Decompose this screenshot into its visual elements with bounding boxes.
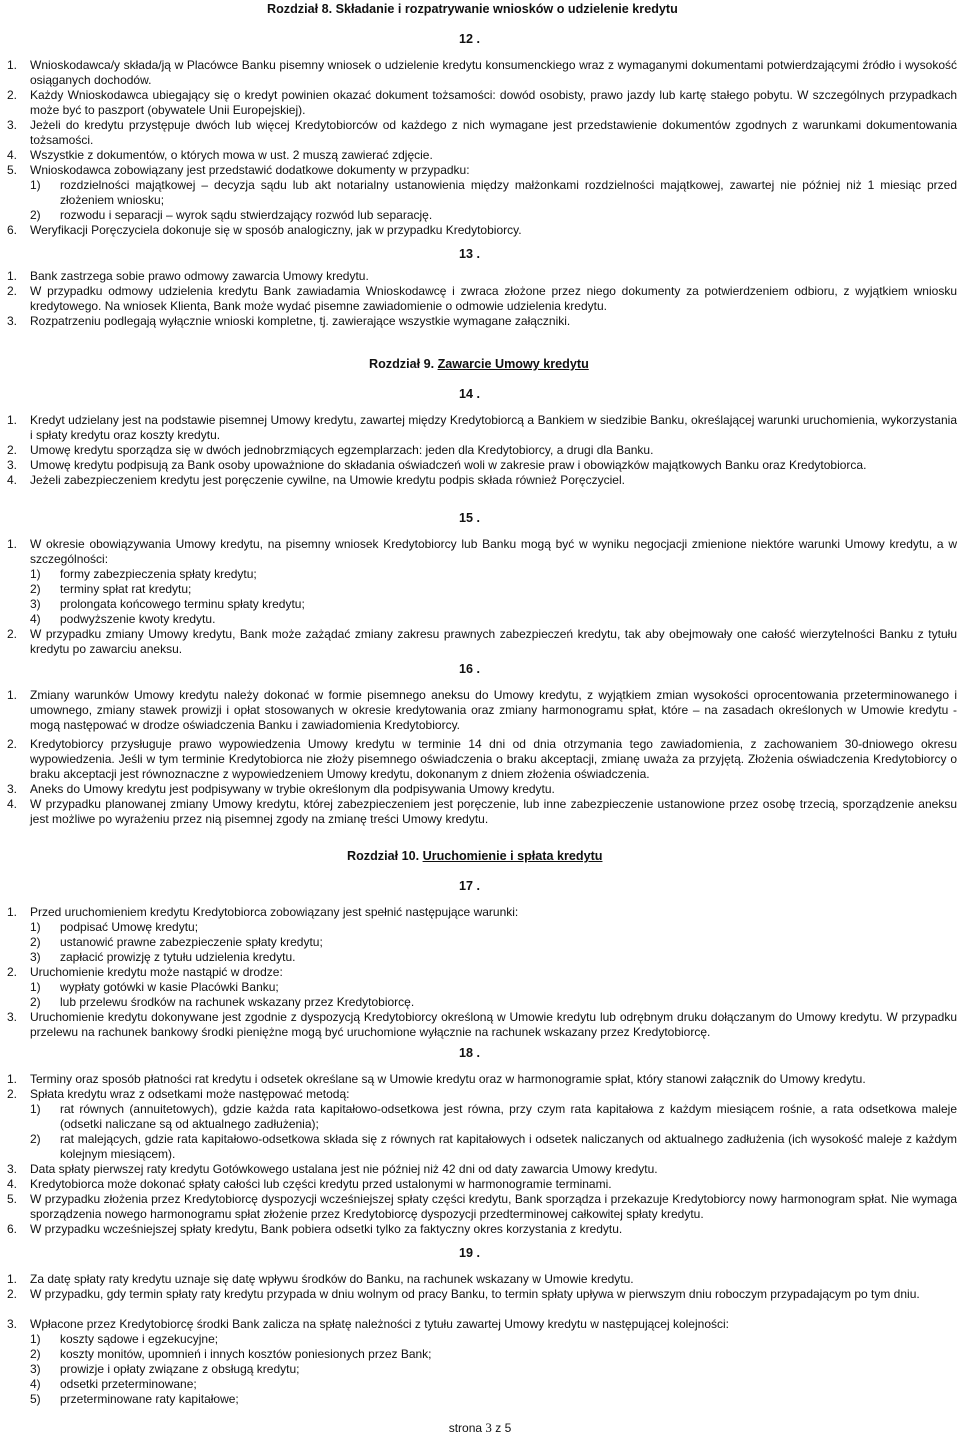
- p13-item-3: 3. Rozpatrzeniu podlegają wyłącznie wnioski kompletne, tj. zawierające wszystkie wymagane załączniki.: [7, 314, 571, 328]
- p15-item-2: 2. W przypadku zmiany Umowy kredytu, Bank może zażądać zmiany zakresu prawnych zabezpieczeń kredytu, tak aby obejmowały one całość wierzytelności Banku z tytułu kredytu po zawarciu aneksu.: [7, 627, 957, 656]
- p16-item-3: 3. Aneks do Umowy kredytu jest podpisywany w trybie określonym dla podpisywania Umowy kredytu.: [7, 782, 555, 796]
- p15-item-1-sub-4: 4) podwyższenie kwoty kredytu.: [30, 612, 216, 626]
- p15-item-1-sub-3: 3) prolongata końcowego terminu spłaty kredytu;: [30, 597, 305, 611]
- chapter-9-title: Rozdział 9. Zawarcie Umowy kredytu: [369, 357, 589, 371]
- p19-item-2: 2. W przypadku, gdy termin spłaty raty kredytu przypada w dniu wolnym od pracy Banku, to termin spłaty upływa w pierwszym dniu roboczym przypadającym po tym dniu.: [7, 1287, 920, 1301]
- p18-item-2-sub-2: 2) rat malejących, gdzie rata kapitałowo-odsetkowa składa się z równych rat kapitałowych i odsetek naliczanych od aktualnego zadłużenia (ich wysokość maleje z każdym kolejnym miesiącem).: [30, 1132, 957, 1161]
- paragraph-19-label: 19 .: [459, 1246, 481, 1260]
- paragraph-16-label: 16 .: [459, 662, 481, 676]
- p19-item-3-sub-3: 3) prowizje i opłaty związane z obsługą kredytu;: [30, 1362, 300, 1376]
- p13-item-2: 2. W przypadku odmowy udzielenia kredytu Bank zawiadamia Wnioskodawcę i zwraca złożone przez niego dokumenty za potwierdzeniem odbioru, z wyjątkiem wniosku kredytowego. Na wniosek Klienta, Bank może wydać pisemne zawiadomienie o odmowie udzielenia kredytu.: [7, 284, 957, 313]
- p17-item-1: 1. Przed uruchomieniem kredytu Kredytobiorca zobowiązany jest spełnić następujące warunki:: [7, 905, 519, 919]
- p19-item-1: 1. Za datę spłaty raty kredytu uznaje się datę wpływu środków do Banku, na rachunek wskazany w Umowie kredytu.: [7, 1272, 634, 1286]
- p12-item-5: 5. Wnioskodawca zobowiązany jest przedstawić dodatkowe dokumenty w przypadku:: [7, 163, 470, 177]
- p14-item-3: 3. Umowę kredytu podpisują za Bank osoby upoważnione do składania oświadczeń woli w zakresie praw i obowiązków majątkowych Banku oraz Kredytobiorca.: [7, 458, 867, 472]
- p18-item-4: 4. Kredytobiorca może dokonać spłaty całości lub części kredytu przed ustalonymi w harmonogramie terminami.: [7, 1177, 612, 1191]
- footer-total-pages: 5: [504, 1421, 512, 1435]
- p16-item-2: 2. Kredytobiorcy przysługuje prawo wypowiedzenia Umowy kredytu w terminie 14 dni od dnia otrzymania tego zawiadomienia, z zachowaniem 30-dniowego okresu wypowiedzenia. Jeśli w tym terminie Kredytobiorca nie złoży pisemnego oświadczenia o braku akceptacji, zmianę uważa za przyjętą. Złożenia oświadczenia Kredytobiorcy o braku akceptacji jest równoznaczne z wypowiedzeniem Umowy kredytu, dokonanym z dniem złożenia oświadczenia.: [7, 737, 957, 781]
- p16-item-4: 4. W przypadku planowanej zmiany Umowy kredytu, której zabezpieczeniem jest poręczenie, lub inne zabezpieczenie ustanowione przez osobę trzecią, sporządzenie aneksu jest możliwe po wyrażeniu przez nią pisemnej zgody na zmianę treści Umowy kredytu.: [7, 797, 957, 826]
- p12-item-5-sub-2: 2) rozwodu i separacji – wyrok sądu stwierdzający rozwód lub separację.: [30, 208, 433, 222]
- p12-item-2: 2. Każdy Wnioskodawca ubiegający się o kredyt powinien okazać dokument tożsamości: dowód osobisty, prawo jazdy lub kartę stałego pobytu. W szczególnych przypadkach może być to paszport (obywatele Unii Europejskiej).: [7, 88, 957, 117]
- chapter-8-title: Rozdział 8. Składanie i rozpatrywanie wniosków o udzielenie kredytu: [267, 2, 678, 16]
- p15-item-1: 1. W okresie obowiązywania Umowy kredytu, na pisemny wniosek Kredytobiorcy lub Banku mogą być w wyniku negocjacji zmienione niektóre warunki Umowy kredytu, a w szczególności:: [7, 537, 957, 566]
- paragraph-17-label: 17 .: [459, 879, 481, 893]
- p18-item-3: 3. Data spłaty pierwszej raty kredytu Gotówkowego ustalana jest nie później niż 42 dni od daty zawarcia Umowy kredytu.: [7, 1162, 658, 1176]
- paragraph-15-label: 15 .: [459, 511, 481, 525]
- paragraph-18-label: 18 .: [459, 1046, 481, 1060]
- paragraph-12-label: 12 .: [459, 32, 481, 46]
- p12-item-6: 6. Weryfikacji Poręczyciela dokonuje się w sposób analogiczny, jak w przypadku Kredytobiorcy.: [7, 223, 522, 237]
- p16-item-1: 1. Zmiany warunków Umowy kredytu należy dokonać w formie pisemnego aneksu do Umowy kredytu, z wyjątkiem zmian wysokości oprocentowania przeterminowanego i umownego, zmiany stawek prowizji i opłat stosowanych w okresie kredytowania oraz zmiany harmonogramu spłat, które – na zasadach określonych w Umowie kredytu - mogą następować w drodze oświadczenia Banku i zawiadomienia Kredytobiorcy.: [7, 688, 957, 732]
- paragraph-14-label: 14 .: [459, 387, 481, 401]
- footer-prefix: strona: [448, 1421, 483, 1435]
- p19-item-3-sub-4: 4) odsetki przeterminowane;: [30, 1377, 197, 1391]
- p14-item-4: 4. Jeżeli zabezpieczeniem kredytu jest poręczenie cywilne, na Umowie kredytu podpis składa również Poręczyciel.: [7, 473, 625, 487]
- p13-item-1: 1. Bank zastrzega sobie prawo odmowy zawarcia Umowy kredytu.: [7, 269, 369, 283]
- p12-item-1: 1. Wnioskodawca/y składa/ją w Placówce Banku pisemny wniosek o udzielenie kredytu konsumenckiego wraz z wymaganymi dokumentami potwierdzającymi źródło i wysokość osiąganych dochodów.: [7, 58, 957, 87]
- p17-item-2-sub-2: 2) lub przelewu środków na rachunek wskazany przez Kredytobiorcę.: [30, 995, 415, 1009]
- p14-item-2: 2. Umowę kredytu sporządza się w dwóch jednobrzmiących egzemplarzach: jeden dla Kredytobiorcy, a drugi dla Banku.: [7, 443, 654, 457]
- p17-item-1-sub-1: 1) podpisać Umowę kredytu;: [30, 920, 199, 934]
- p19-item-3: 3. Wpłacone przez Kredytobiorcę środki Bank zalicza na spłatę należności z tytułu zawartej Umowy kredytu w następującej kolejności:: [7, 1317, 729, 1331]
- p12-item-4: 4. Wszystkie z dokumentów, o których mowa w ust. 2 muszą zawierać zdjęcie.: [7, 148, 433, 162]
- p12-item-5-sub-1: 1) rozdzielności majątkowej – decyzja sądu lub akt notarialny ustanowienia między małżonkami rozdzielności majątkowej, zawartej nie później niż 1 miesiąc przed złożeniem wniosku;: [30, 178, 957, 207]
- p18-item-6: 6. W przypadku wcześniejszej spłaty kredytu, Bank pobiera odsetki tylko za faktyczny okres korzystania z kredytu.: [7, 1222, 623, 1236]
- p14-item-1: 1. Kredyt udzielany jest na podstawie pisemnej Umowy kredytu, zawartej między Kredytobiorcą a Bankiem w siedzibie Banku, określającej warunki uruchomienia, wykorzystania i spłaty kredytu oraz koszty kredytu.: [7, 413, 957, 442]
- p18-item-1: 1. Terminy oraz sposób płatności rat kredytu i odsetek określane są w Umowie kredytu oraz w harmonogramie spłat, który stanowi załącznik do Umowy kredytu.: [7, 1072, 866, 1086]
- p19-item-3-sub-2: 2) koszty monitów, upomnień i innych kosztów poniesionych przez Bank;: [30, 1347, 432, 1361]
- p18-item-2: 2. Spłata kredytu wraz z odsetkami może następować metodą:: [7, 1087, 350, 1101]
- p18-item-5: 5. W przypadku złożenia przez Kredytobiorcę dyspozycji wcześniejszej spłaty części kredytu, Bank sporządza i przekazuje Kredytobiorcy nowy harmonogram spłat. Nie wymaga sporządzenia nowego harmonogramu spłat złożenie przez Kredytobiorcę dyspozycji przedterminowej całkowitej spłaty kredytu.: [7, 1192, 957, 1221]
- page-footer: [0, 1420, 960, 1436]
- chapter-10-title: Rozdział 10. Uruchomienie i spłata kredytu: [347, 849, 603, 863]
- p17-item-1-sub-3: 3) zapłacić prowizję z tytułu udzielenia kredytu.: [30, 950, 296, 964]
- p15-item-1-sub-1: 1) formy zabezpieczenia spłaty kredytu;: [30, 567, 257, 581]
- p15-item-1-sub-2: 2) terminy spłat rat kredytu;: [30, 582, 192, 596]
- p19-item-3-sub-1: 1) koszty sądowe i egzekucyjne;: [30, 1332, 219, 1346]
- p12-item-3: 3. Jeżeli do kredytu przystępuje dwóch lub więcej Kredytobiorców od każdego z nich wymagane jest przedstawienie dokumentów zgodnych z warunkami dokumentowania tożsamości.: [7, 118, 957, 147]
- p17-item-1-sub-2: 2) ustanowić prawne zabezpieczenie spłaty kredytu;: [30, 935, 323, 949]
- footer-mid: z: [495, 1421, 502, 1435]
- p17-item-2-sub-1: 1) wypłaty gotówki w kasie Placówki Banku;: [30, 980, 279, 994]
- p18-item-2-sub-1: 1) rat równych (annuitetowych), gdzie każda rata kapitałowo-odsetkowa jest równa, przy czym rata kapitałowa z każdym miesiącem rośnie, a rata odsetkowa maleje (odsetki naliczane są od aktualnego zadłużenia);: [30, 1102, 957, 1131]
- footer-page-number: 3: [485, 1420, 492, 1435]
- p17-item-2: 2. Uruchomienie kredytu może nastąpić w drodze:: [7, 965, 283, 979]
- p17-item-3: 3. Uruchomienie kredytu dokonywane jest zgodnie z dyspozycją Kredytobiorcy określoną w Umowie kredytu lub odrębnym druku dołączanym do Umowy kredytu. W przypadku przelewu na rachunek bankowy środki pieniężne mogą być uruchomione wyłącznie na rachunek wskazany przez Kredytobiorcę.: [7, 1010, 957, 1039]
- paragraph-13-label: 13 .: [459, 247, 481, 261]
- p19-item-3-sub-5: 5) przeterminowane raty kapitałowe;: [30, 1392, 239, 1406]
